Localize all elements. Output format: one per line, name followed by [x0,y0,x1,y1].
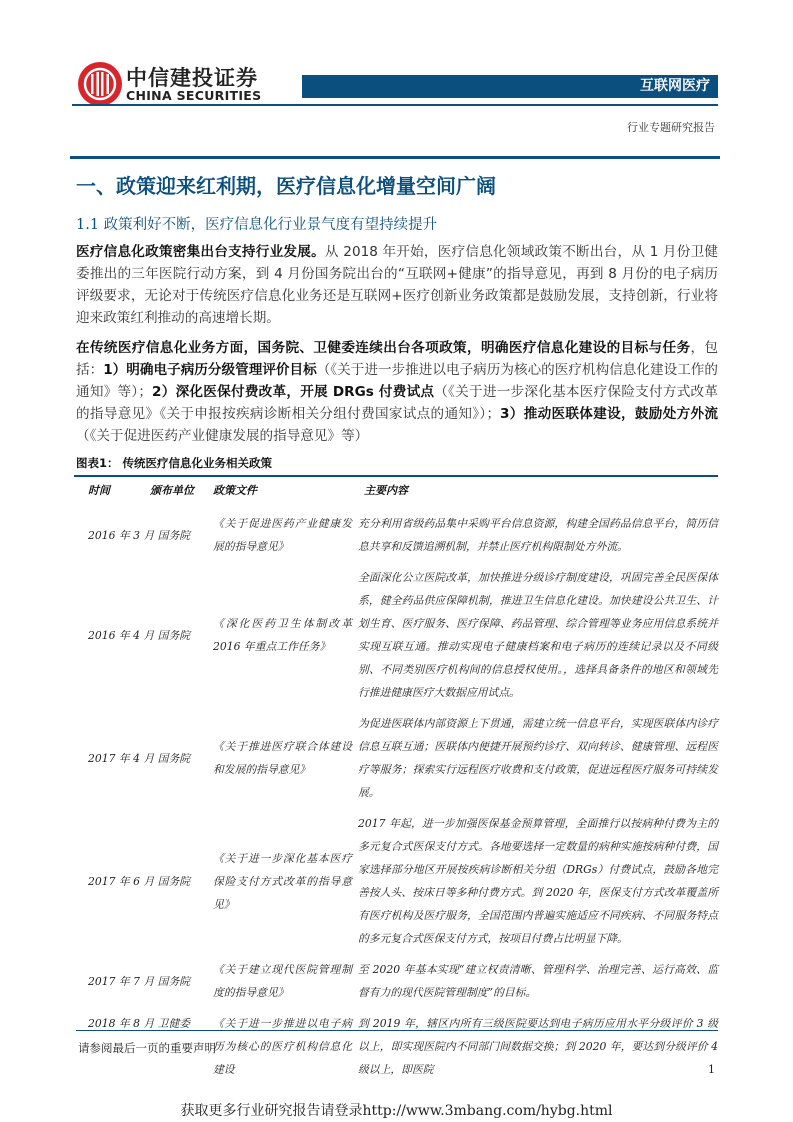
download-link-note[interactable]: 获取更多行业研究报告请登录http://www.3mbang.com/hybg.html [180,1103,613,1119]
row-1-document: 《关于促进医药产业健康发展的指导意见》 [213,517,352,553]
row-5-content: 至 2020 年基本实现“建立权责清晰、管理科学、治理完善、运行高效、监督有力的现代医院管理制度”的目标。 [358,963,718,999]
paragraph-lead: 医疗信息化政策密集出台支持行业发展。 [76,244,325,260]
row-6-document: 《关于进一步推进以电子病历为核心的医疗机构信息化建设 [213,1017,352,1076]
key-point-2: 2）深化医保付费改革，开展 DRGs 付费试点 [152,384,435,400]
row-4-document: 《关于进一步深化基本医疗保险支付方式改革的指导意见》 [213,851,352,911]
paragraph-1 [76,241,718,329]
page-number: 1 [708,1063,715,1076]
row-5-time: 2017 年 7 月 国务院 [88,974,191,988]
row-1-content: 充分利用省级药品集中采购平台信息资源，构建全国药品信息平台，简历信息共享和反馈追溯机制，并禁止医疗机构限制处方外流。 [358,517,718,553]
key-point-1: 1）明确电子病历分级管理评价目标 [103,362,317,378]
row-5-document: 《关于建立现代医院管理制度的指导意见》 [213,963,352,999]
row-6-content: 到 2019 年，辖区内所有三级医院要达到电子病历应用水平分级评价 3 级以上，即实现医院内不同部门间数据交换；到 2020 年，要达到分级评价 4 级以上，即医院 [358,1017,718,1076]
table-row [76,954,718,1008]
section-title: 一、政策迎来红利期，医疗信息化增量空间广阔 [76,174,496,198]
footer-divider [76,1030,718,1031]
row-2-time: 2016 年 4 月 国务院 [88,628,191,642]
paragraph-text: （《关于促进医药产业健康发展的指导意见》等） [76,428,369,444]
row-3-content: 为促进医联体内部资源上下贯通，需建立统一信息平台，实现医联体内诊疗信息互联互通；医联体内便捷开展预约诊疗、双向转诊、健康管理、远程医疗等服务；探索实行远程医疗收费和支付政策，促进远程医疗服务可持续发展。 [358,717,718,799]
company-logo [78,62,122,106]
brand-name-cn: 中信建投证券 [126,66,258,90]
sector-banner: 互联网医疗 [302,75,718,98]
paragraph-2 [76,337,718,447]
section-divider [70,156,720,159]
col-header-issuer: 颁布单位 [150,484,194,497]
col-header-time: 时间 [88,484,110,497]
paragraph-text: （《关于进一步推进以电子病历为核心的医疗机构信息化建设工作的通知》等）； [76,362,719,400]
table-row [76,508,718,562]
row-2-document: 《深化医药卫生体制改革 2016 年重点工作任务》 [213,617,352,653]
row-3-time: 2017 年 4 月 国务院 [88,751,191,765]
row-4-time: 2017 年 6 月 国务院 [88,874,191,888]
row-2-content: 全面深化公立医院改革，加快推进分级诊疗制度建设，巩固完善全民医保体系，健全药品供应保障机制，推进卫生信息化建设。加快建设公共卫生、计划生育、医疗服务、医疗保障、药品管理、综合管理等业务应用信息系统并实现互联互通。推动实现电子健康档案和电子病历的连续记录以及不同级别、不同类别医疗机构间的信息授权使用。，选择具备条件的地区和领域先行推进健康医疗大数据应用试点。 [358,571,718,699]
row-3-document: 《关于推进医疗联合体建设和发展的指导意见》 [213,740,352,776]
table-row [76,562,718,708]
row-1-time: 2016 年 3 月 国务院 [88,528,191,542]
paragraph-text: ，包括： [76,340,719,378]
paragraph-text: 从 2018 年开始，医疗信息化领域政策不断出台，从 1 月份卫健委推出的三年医院行动方案，到 4 月份国务院出台的“互联网+健康”的指导意见，再到 8 月份的电子病历评级要求，无论对于传统医疗信息化业务还是互联网+医疗创新业务政策都是鼓励发展，支持创新，行业将迎来政策红利推动的高速增长期。 [76,244,719,326]
report-type: 行业专题研究报告 [627,121,715,134]
col-header-document: 政策文件 [213,484,257,497]
row-6-time: 2018 年 8 月 卫健委 [88,1017,191,1030]
table-header-row [76,477,718,508]
section-subtitle: 1.1 政策利好不断，医疗信息化行业景气度有望持续提升 [76,217,438,233]
header-divider [72,104,718,106]
disclaimer-note: 请参阅最后一页的重要声明 [78,1041,216,1055]
brand-name-en: CHINA SECURITIES [126,88,262,103]
table-row [76,808,718,954]
row-4-content: 2017 年起，进一步加强医保基金预算管理，全面推行以按病种付费为主的多元复合式医保支付方式。各地要选择一定数量的病种实施按病种付费，国家选择部分地区开展按疾病诊断相关分组（DRGs）付费试点，鼓励各地完善按人头、按床日等多种付费方式。到 2020 年，医保支付方式改革覆盖所有医疗机构及医疗服务，全国范围内普遍实施适应不同疾病、不同服务特点的多元复合式医保支付方式，按项目付费占比明显下降。 [358,817,718,945]
paragraph-text: （《关于进一步深化基本医疗保险支付方式改革的指导意见》《关于申报按疾病诊断相关分组付费国家试点的通知》）； [76,384,718,422]
table-row [76,708,718,808]
figure-title: 图表1： 传统医疗信息化业务相关政策 [76,456,273,470]
key-point-3: 3）推动医联体建设，鼓励处方外流 [500,406,718,422]
paragraph-lead: 在传统医疗信息化业务方面，国务院、卫健委连续出台各项政策，明确医疗信息化建设的目标与任务 [76,340,691,356]
col-header-content: 主要内容 [364,484,408,497]
